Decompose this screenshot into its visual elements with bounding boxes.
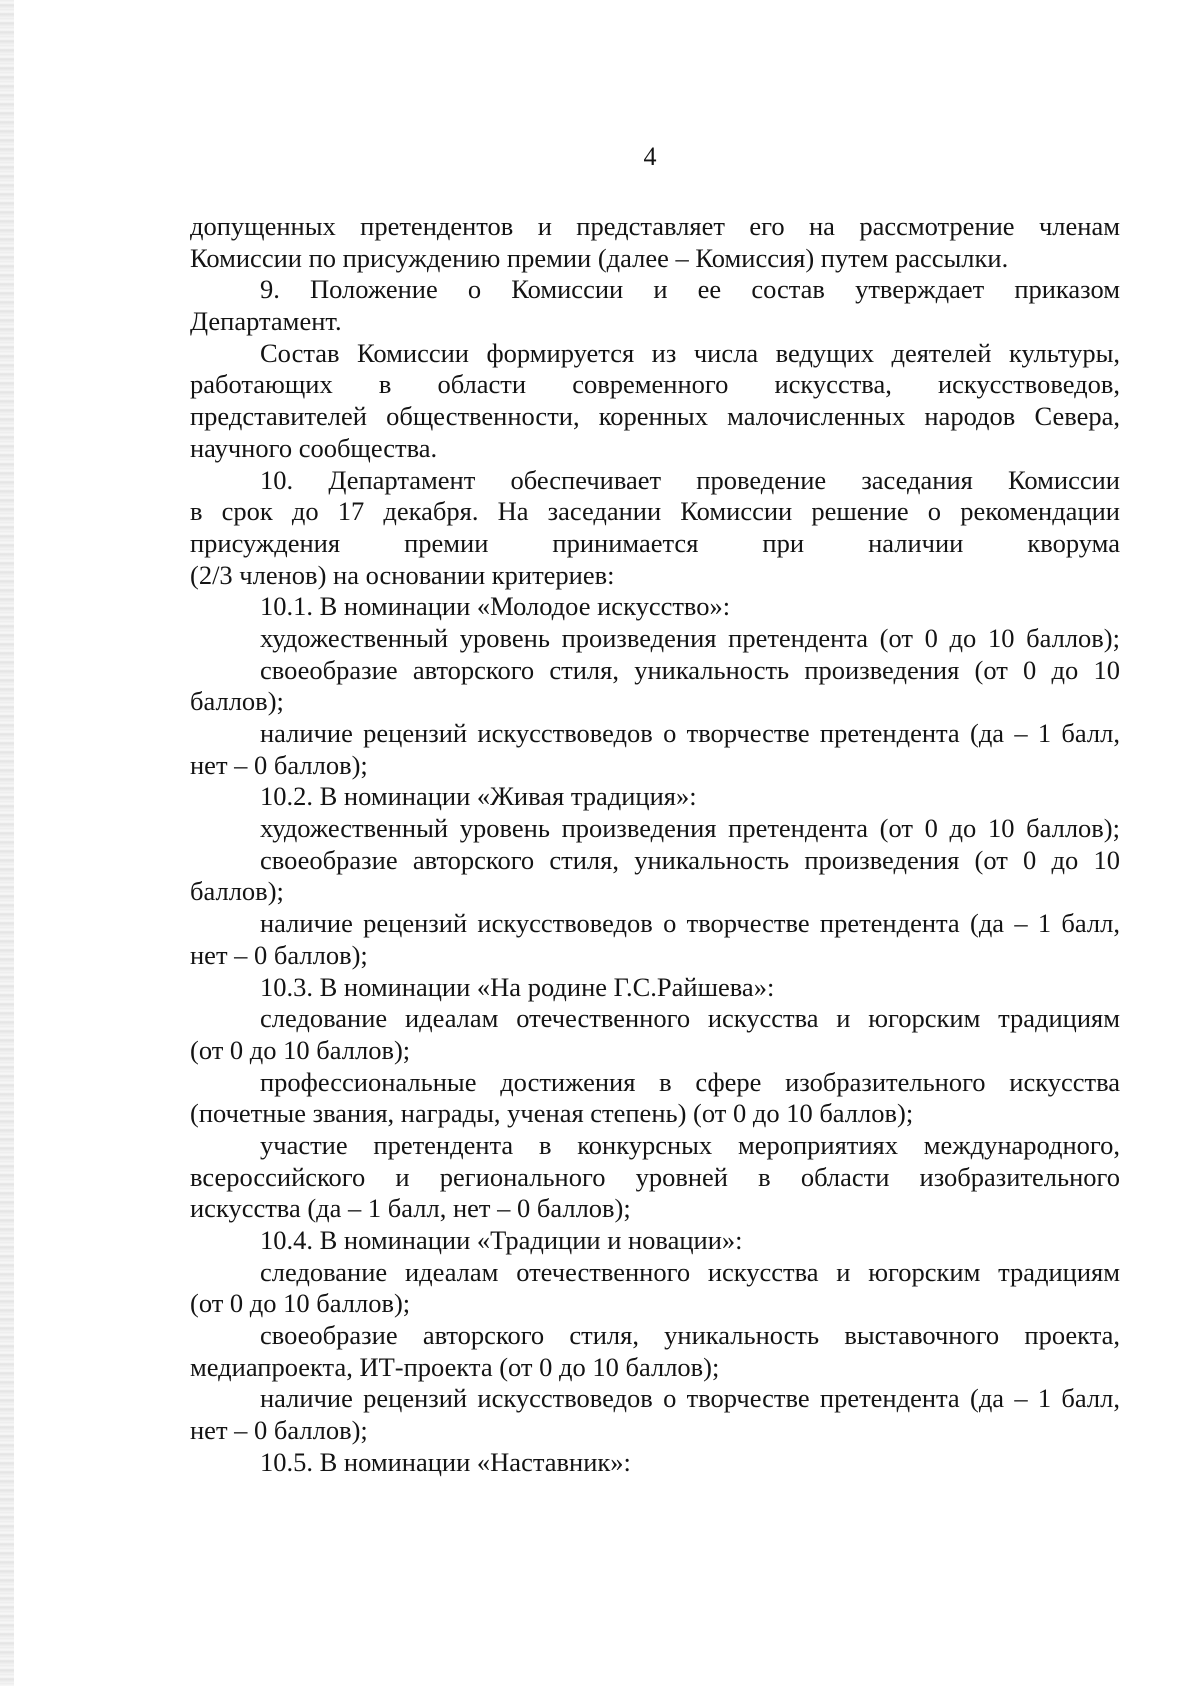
text-line: (от 0 до 10 баллов); xyxy=(190,1034,411,1065)
text-line: в срок до 17 декабря. На заседании Комиссии решение о рекомендации xyxy=(190,496,1120,527)
text-line: 10.4. В номинации «Традиции и новации»: xyxy=(260,1225,743,1255)
text-line: наличие рецензий искусствоведов о творчестве претендента (да – 1 балл, xyxy=(260,908,1120,939)
text-line: своеобразие авторского стиля, уникальность выставочного проекта, xyxy=(260,1320,1120,1351)
text-line: 10. Департамент обеспечивает проведение заседания Комиссии xyxy=(260,464,1120,495)
text-line: научного сообщества. xyxy=(190,432,438,463)
text-line: своеобразие авторского стиля, уникальность произведения (от 0 до 10 xyxy=(260,844,1120,875)
text-line: баллов); xyxy=(190,876,284,907)
text-line: своеобразие авторского стиля, уникальность произведения (от 0 до 10 xyxy=(260,654,1120,685)
text-line: работающих в области современного искусства, искусствоведов, xyxy=(190,369,1120,400)
scan-edge xyxy=(0,0,14,1686)
text-line: наличие рецензий искусствоведов о творчестве претендента (да – 1 балл, xyxy=(260,1383,1120,1414)
text-line: профессиональные достижения в сфере изобразительного искусства xyxy=(260,1066,1120,1097)
text-line: присуждения премии принимается при наличии кворума xyxy=(190,527,1120,558)
text-line: следование идеалам отечественного искусства и югорским традициям xyxy=(260,1256,1120,1287)
text-line: (2/3 членов) на основании критериев: xyxy=(190,559,615,590)
text-line: художественный уровень произведения претендента (от 0 до 10 баллов); xyxy=(260,813,1120,844)
text-line: баллов); xyxy=(190,686,284,717)
text-line: нет – 0 баллов); xyxy=(190,939,368,970)
text-line: представителей общественности, коренных малочисленных народов Севера, xyxy=(190,401,1120,432)
text-line: искусства (да – 1 балл, нет – 0 баллов); xyxy=(190,1193,631,1224)
text-line: нет – 0 баллов); xyxy=(190,1415,368,1446)
text-line: участие претендента в конкурсных мероприятиях международного, xyxy=(260,1129,1120,1160)
text-line: нет – 0 баллов); xyxy=(190,749,368,780)
text-line: Комиссии по присуждению премии (далее – Комиссия) путем рассылки. xyxy=(190,242,1009,273)
text-line: Состав Комиссии формируется из числа ведущих деятелей культуры, xyxy=(260,337,1120,368)
text-line: наличие рецензий искусствоведов о творчестве претендента (да – 1 балл, xyxy=(260,718,1120,748)
text-line: художественный уровень произведения претендента (от 0 до 10 баллов); xyxy=(260,622,1120,653)
text-line: 10.1. В номинации «Молодое искусство»: xyxy=(260,591,731,622)
text-line: 10.3. В номинации «На родине Г.С.Райшева»: xyxy=(260,971,775,1002)
page-number: 4 xyxy=(643,142,657,171)
text-line: (от 0 до 10 баллов); xyxy=(190,1288,411,1319)
document-body xyxy=(190,211,1120,1479)
text-line: (почетные звания, награды, ученая степень) (от 0 до 10 баллов); xyxy=(190,1098,914,1129)
text-line: 10.2. В номинации «Живая традиция»: xyxy=(260,781,697,812)
text-line: 9. Положение о Комиссии и ее состав утверждает приказом xyxy=(260,274,1120,305)
text-line: следование идеалам отечественного искусства и югорским традициям xyxy=(260,1003,1120,1034)
text-line: допущенных претендентов и представляет его на рассмотрение членам xyxy=(190,211,1120,241)
text-line: медиапроекта, ИТ-проекта (от 0 до 10 баллов); xyxy=(190,1351,720,1382)
text-line: всероссийского и регионального уровней в области изобразительного xyxy=(190,1161,1120,1192)
text-line: 10.5. В номинации «Наставник»: xyxy=(260,1446,631,1477)
text-line: Департамент. xyxy=(190,306,342,337)
